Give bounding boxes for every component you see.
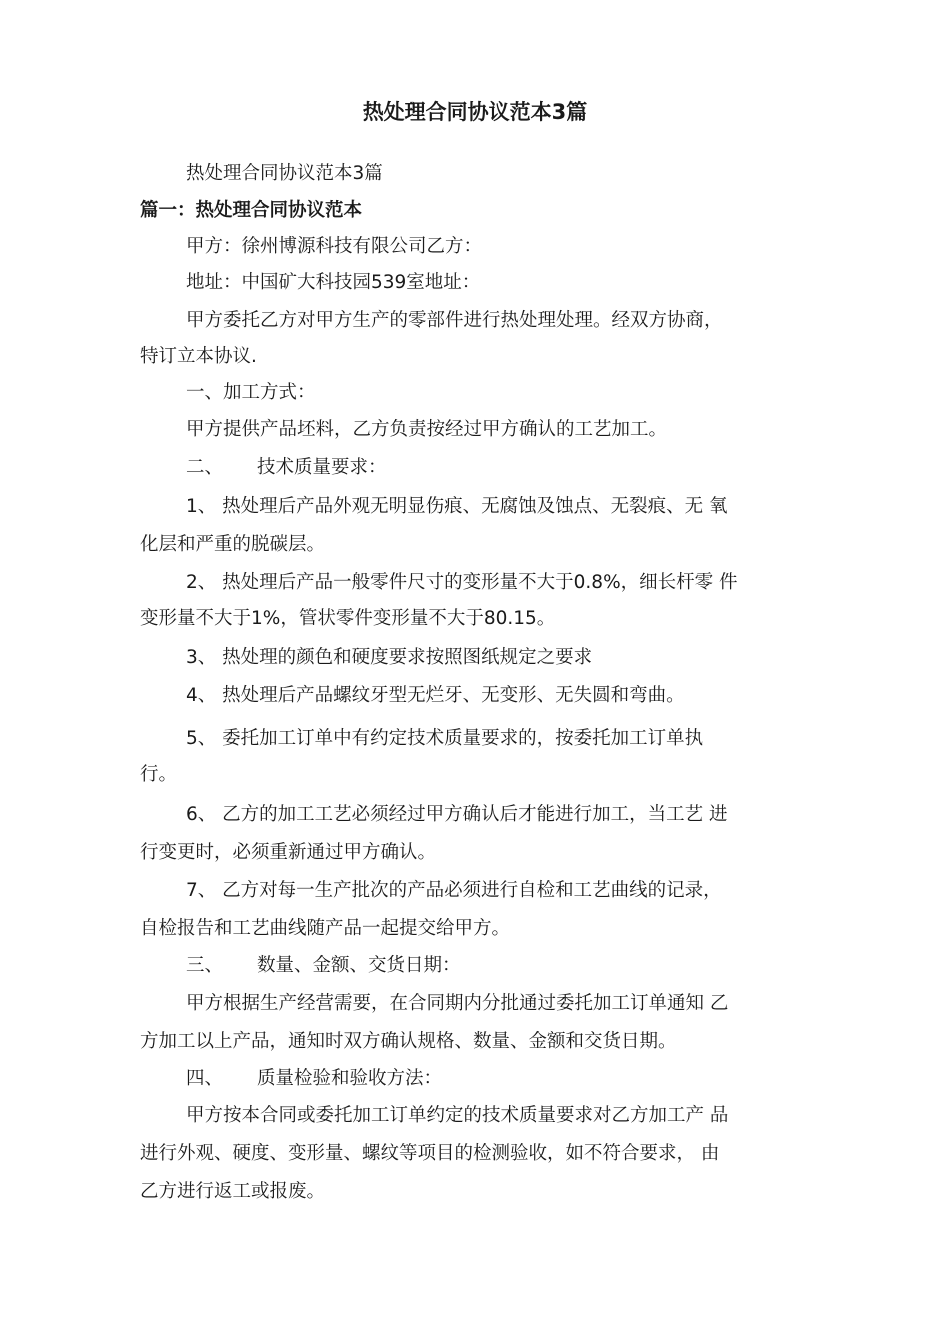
item-6-line-1: 6、 乙方的加工工艺必须经过甲方确认后才能进行加工，当工艺 进 [186,804,728,825]
item-2-line-1: 2、 热处理后产品一般零件尺寸的变形量不大于0.8%，细长杆零 件 [186,572,738,593]
item-2-line-2: 变形量不大于1%，管状零件变形量不大于80.15。 [140,608,556,629]
item-5-line-1: 5、 委托加工订单中有约定技术质量要求的，按委托加工订单执 [186,728,704,749]
section-4-number: 四、 [186,1068,224,1089]
section-1-body: 甲方提供产品坯料，乙方负责按经过甲方确认的工艺加工。 [186,419,668,440]
item-3: 3、 热处理的颜色和硬度要求按照图纸规定之要求 [186,647,593,668]
section-4-body-line-2: 进行外观、硬度、变形量、螺纹等项目的检测验收，如不符合要求， 由 [140,1143,720,1164]
section-3-heading: 数量、金额、交货日期： [257,955,461,976]
section-4-body-line-1: 甲方按本合同或委托加工订单约定的技术质量要求对乙方加工产 品 [186,1105,729,1126]
address-line: 地址：中国矿大科技园539室地址： [186,272,481,293]
section-3-number: 三、 [186,955,224,976]
party-line: 甲方：徐州博源科技有限公司乙方： [186,236,483,257]
item-7-line-2: 自检报告和工艺曲线随产品一起提交给甲方。 [140,918,511,939]
section-2-heading: 技术质量要求： [257,457,387,478]
section-3-body-line-1: 甲方根据生产经营需要，在合同期内分批通过委托加工订单通知 乙 [186,993,729,1014]
section-2-number: 二、 [186,457,224,478]
item-4: 4、 热处理后产品螺纹牙型无烂牙、无变形、无失圆和弯曲。 [186,685,685,706]
intro-line-1: 甲方委托乙方对甲方生产的零部件进行热处理处理。经双方协商， [186,310,723,331]
section-3-body-line-2: 方加工以上产品，通知时双方确认规格、数量、金额和交货日期。 [140,1031,677,1052]
section-4-body-line-3: 乙方进行返工或报废。 [140,1181,326,1202]
item-1-line-1: 1、 热处理后产品外观无明显伤痕、无腐蚀及蚀点、无裂痕、无 氧 [186,496,728,517]
document-subtitle: 热处理合同协议范本3篇 [186,163,383,184]
section-4-heading-line [186,1066,442,1092]
document-title: 热处理合同协议范本3篇 [362,100,588,124]
section-4-heading: 质量检验和验收方法： [257,1068,443,1089]
section-1-heading: 一、加工方式： [186,382,316,403]
item-7-line-1: 7、 乙方对每一生产批次的产品必须进行自检和工艺曲线的记录， [186,880,722,901]
section-2-heading-line [186,455,387,481]
intro-line-2: 特订立本协议. [140,346,257,367]
item-5-line-2: 行。 [140,764,178,785]
item-1-line-2: 化层和严重的脱碳层。 [140,534,326,555]
section-3-heading-line [186,953,461,979]
section-heading: 篇一：热处理合同协议范本 [140,200,363,221]
item-6-line-2: 行变更时，必须重新通过甲方确认。 [140,842,437,863]
